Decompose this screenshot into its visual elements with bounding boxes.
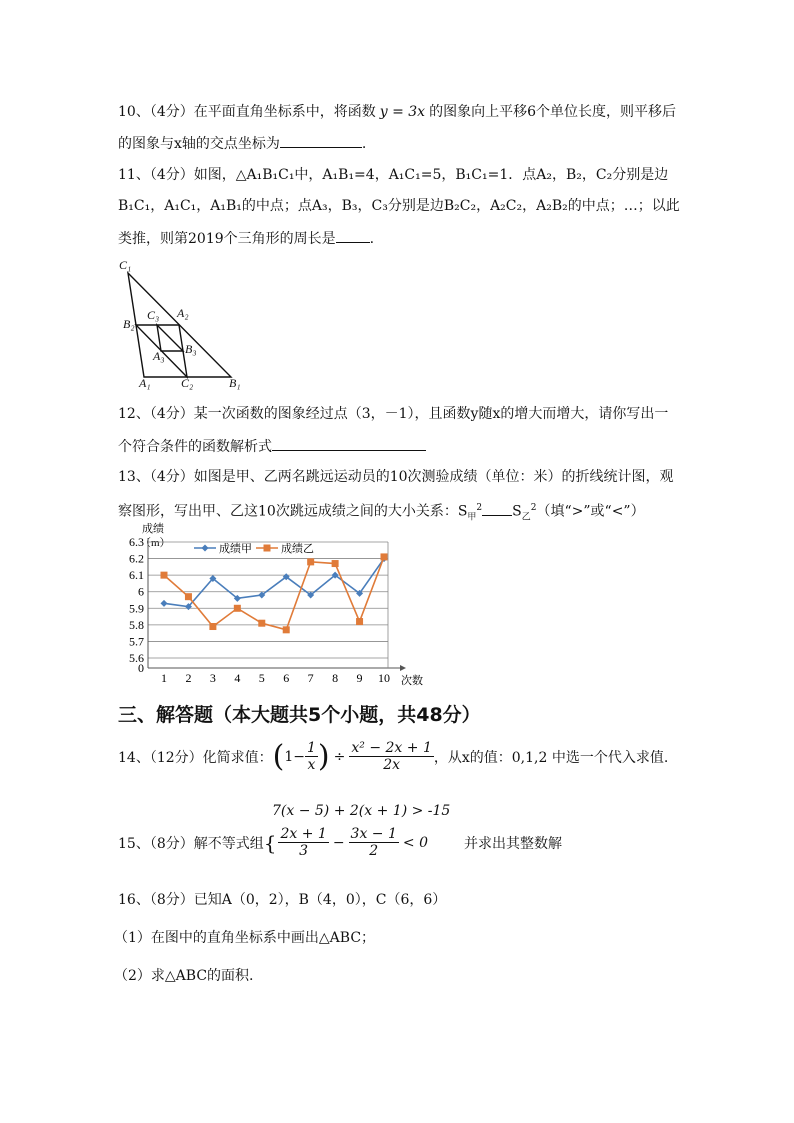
- label-c3: C₃: [147, 308, 160, 322]
- q13-line2-text: 察图形，写出甲、乙这10次跳远成绩之间的大小关系：S: [118, 503, 468, 520]
- chart-xlabel: 次数: [401, 675, 423, 687]
- q13-sup-2: 2: [530, 503, 537, 513]
- chart-xtick-label: 8: [332, 671, 339, 685]
- q15: [118, 826, 562, 859]
- chart-ytick-label: 6.3: [129, 535, 144, 549]
- q13-answer-blank[interactable]: [482, 501, 512, 516]
- q13-sup-1: 2: [476, 503, 483, 513]
- legend-marker-2: [264, 545, 271, 552]
- q15-prefix: 15、（8分）解不等式组: [118, 835, 264, 852]
- series-1-point: [161, 600, 168, 607]
- chart-ytick-label: 6: [138, 584, 144, 599]
- score-line-chart: [118, 522, 438, 692]
- series-2-point: [185, 593, 192, 600]
- q10-line2: [118, 133, 366, 154]
- q15-brace: {: [263, 830, 277, 855]
- q14-divide: ÷: [333, 748, 346, 765]
- q14-frac1: [305, 740, 318, 773]
- q13-line1: 13、（4分）如图是甲、乙两名跳远运动员的10次测验成绩（单位：米）的折线统计图，观: [118, 469, 674, 485]
- q14-suffix: ，从x的值：0,1,2 中选一个代入求值.: [433, 749, 669, 766]
- chart-xtick-label: 6: [283, 671, 290, 685]
- q11-line1: 11、（4分）如图，△A₁B₁C₁中，A₁B₁=4，A₁C₁=5，B₁C₁=1．点A₂，B₂，C₂分别是边: [118, 167, 669, 183]
- q10-suffix: 的图象向上平移6个单位长度，则平移后: [429, 104, 676, 120]
- series-2-point: [332, 560, 339, 567]
- q10-function: y = 3x: [379, 104, 426, 120]
- q10-end: .: [361, 136, 367, 152]
- q11-line3: [118, 228, 374, 249]
- q14-expr-a: 1−: [284, 748, 305, 765]
- q14-frac2-num: x² − 2x + 1: [351, 740, 432, 756]
- q11-triangle-figure: [115, 255, 255, 390]
- chart-ytick-label: 6.1: [129, 568, 144, 583]
- q15-frac-a: [278, 826, 328, 859]
- q15-frac-a-num: 2x + 1: [280, 826, 327, 842]
- q15-frac-b-den: 2: [369, 843, 379, 859]
- label-b2: B₂: [123, 317, 135, 331]
- q11-answer-blank[interactable]: [336, 228, 370, 243]
- q11-end: .: [369, 231, 375, 247]
- q14-prefix: 14、（12分）化简求值：: [118, 749, 273, 766]
- label-a3: A₃: [153, 349, 165, 363]
- q15-inequality-1: 7(x − 5) + 2(x + 1) > -15: [272, 803, 451, 819]
- legend-label-1: 成绩甲: [219, 543, 252, 555]
- q14-paren-open: (: [272, 738, 285, 774]
- series-2-point: [283, 626, 290, 633]
- q16-part1: （1）在图中的直角坐标系中画出△ABC；: [114, 930, 376, 946]
- q11-line2: B₁C₁，A₁C₁，A₁B₁的中点；点A₃，B₃，C₃分别是边B₂C₂，A₂C₂，A₂B₂的中点；…；以此: [118, 198, 680, 214]
- chart-ytick-label: 5.6: [129, 651, 144, 665]
- section-3-title: 三、解答题（本大题共5个小题，共48分）: [118, 704, 481, 726]
- chart-xtick-label: 1: [161, 671, 167, 685]
- q12-line2-text: 个符合条件的函数解析式: [118, 439, 272, 455]
- label-a2: A₂: [177, 306, 189, 320]
- label-a1: A₁: [139, 376, 151, 390]
- label-b3: B₃: [185, 342, 197, 356]
- q13-line2: 察图形，写出甲、乙这10次跳远成绩之间的大小关系：$S_甲^2$ $S_乙^2$（填“>”或“<”）: [118, 498, 645, 527]
- q11-line3-text: 类推，则第2019个三角形的周长是: [118, 231, 336, 247]
- chart-xtick-label: 2: [185, 671, 192, 685]
- chart-ytick-label: 5.8: [129, 617, 144, 632]
- q12-line2: [118, 436, 426, 457]
- chart-xtick-label: 9: [356, 671, 363, 685]
- q15-minus: −: [332, 834, 345, 851]
- series-line-2: [164, 557, 384, 630]
- legend-label-2: 成绩乙: [281, 543, 314, 555]
- q12-line1: 12、（4分）某一次函数的图象经过点（3，－1），且函数y随x的增大而增大，请你写出一: [118, 406, 669, 422]
- chart-ytick-label: 5.9: [129, 601, 144, 616]
- chart-ytick-label: 0: [138, 661, 144, 675]
- q12-answer-blank[interactable]: [272, 436, 426, 451]
- chart-xtick-label: 7: [307, 671, 314, 685]
- q14: [118, 740, 668, 773]
- q16-part2: （2）求△ABC的面积.: [114, 968, 254, 984]
- q10-answer-blank[interactable]: [280, 133, 362, 148]
- series-2-point: [356, 618, 363, 625]
- q14-frac1-den: x: [307, 757, 316, 773]
- q14-paren-close: ): [317, 738, 330, 774]
- q13-sub-jia: 甲: [467, 512, 477, 523]
- q15-suffix: 并求出其整数解: [463, 835, 562, 852]
- chart-x-arrow: [400, 665, 406, 671]
- q10-prefix: 10、（4分）在平面直角坐标系中，将函数: [118, 104, 376, 120]
- q15-frac-b: [349, 826, 399, 859]
- legend-marker-1: [202, 545, 209, 552]
- chart-ylabel-line1: 成绩: [142, 523, 164, 535]
- q13-sub-yi: 乙: [521, 512, 531, 523]
- q14-frac1-num: 1: [307, 740, 316, 756]
- label-c2: C₂: [181, 376, 194, 390]
- chart-ylabel-line2: （m）: [140, 537, 171, 549]
- chart-ytick-label: 6.2: [129, 551, 144, 566]
- chart-xtick-label: 5: [258, 671, 265, 685]
- q13-line2-end: （填“>”或“<”）: [536, 503, 645, 520]
- series-2-point: [209, 623, 216, 630]
- q15-rel: < 0: [402, 834, 428, 851]
- label-c1: C₁: [119, 258, 132, 272]
- series-2-point: [258, 620, 265, 627]
- series-2-point: [234, 605, 241, 612]
- q15-frac-a-den: 3: [299, 843, 309, 859]
- series-2-point: [381, 553, 388, 560]
- chart-xtick-label: 10: [378, 671, 390, 685]
- q10-line2-text: 的图象与x轴的交点坐标为: [118, 136, 280, 152]
- chart-xtick-label: 3: [209, 671, 216, 685]
- q16-line1: 16、（8分）已知A（0，2），B（4，0），C（6，6）: [118, 892, 447, 908]
- series-2-point: [307, 558, 314, 565]
- series-2-point: [161, 572, 168, 579]
- chart-xtick-label: 4: [234, 671, 241, 685]
- q14-frac2-den: 2x: [383, 757, 401, 773]
- q14-frac2: [349, 740, 433, 773]
- chart-ytick-label: 5.7: [129, 634, 144, 649]
- label-b1: B₁: [229, 376, 241, 390]
- q15-frac-b-num: 3x − 1: [350, 826, 397, 842]
- q10-line1: [118, 102, 676, 122]
